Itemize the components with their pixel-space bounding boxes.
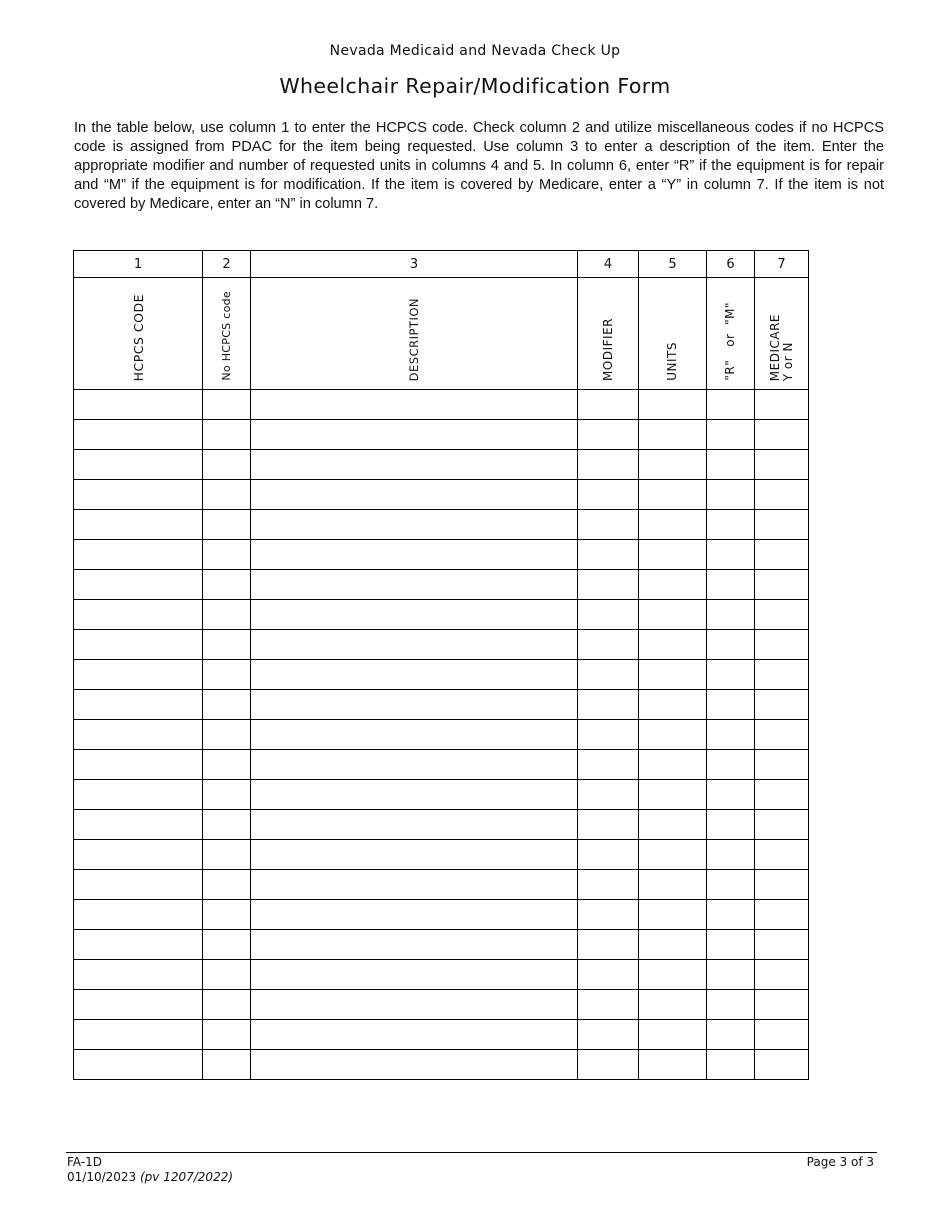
footer-form-info	[67, 1155, 233, 1185]
previous-version: (pv 1207/2022)	[140, 1170, 234, 1184]
table-row	[74, 840, 809, 870]
units-cell[interactable]	[639, 630, 707, 660]
table-row	[74, 480, 809, 510]
medicare-cell[interactable]	[755, 690, 809, 720]
modifier-cell[interactable]	[578, 930, 639, 960]
table-row	[74, 450, 809, 480]
modifier-cell[interactable]	[578, 600, 639, 630]
description-cell[interactable]	[251, 930, 578, 960]
table-row	[74, 900, 809, 930]
medicare-cell[interactable]	[755, 720, 809, 750]
instructions-text: In the table below, use column 1 to enter the HCPCS code. Check column 2 and utilize miscellaneous codes if no HCPCS code is assigned from PDAC for the item being requested. Use column 3 to enter a description of the item. Enter the appropriate modifier and number of requested units in columns 4 and 5. In column 6, enter “R” if the equipment is for repair and “M” if the equipment is for modification. If the item is covered by Medicare, enter a “Y” in column 7. If the item is not covered by Medicare, enter an “N” in column 7.	[74, 120, 884, 212]
modifier-cell[interactable]	[578, 990, 639, 1020]
medicare-cell[interactable]	[755, 810, 809, 840]
modifier-cell[interactable]	[578, 750, 639, 780]
agency-name: Nevada Medicaid and Nevada Check Up	[329, 43, 621, 59]
units-cell[interactable]	[639, 600, 707, 630]
hcpcs-code-cell[interactable]	[74, 570, 203, 600]
description-cell[interactable]	[251, 720, 578, 750]
medicare-cell[interactable]	[755, 900, 809, 930]
column-number: 4	[578, 251, 639, 278]
repair-mod-cell[interactable]	[707, 960, 755, 990]
units-cell[interactable]	[639, 960, 707, 990]
medicare-cell[interactable]	[755, 480, 809, 510]
repair-mod-cell[interactable]	[707, 600, 755, 630]
header-label: UNITS	[665, 342, 679, 381]
medicare-cell[interactable]	[755, 600, 809, 630]
header-repair-or-mod	[707, 278, 755, 390]
description-cell[interactable]	[251, 510, 578, 540]
description-cell[interactable]	[251, 810, 578, 840]
column-number: 5	[639, 251, 707, 278]
medicare-cell[interactable]	[755, 1020, 809, 1050]
medicare-cell[interactable]	[755, 870, 809, 900]
units-cell[interactable]	[639, 690, 707, 720]
header-units	[639, 278, 707, 390]
description-cell[interactable]	[251, 1020, 578, 1050]
header-hcpcs-code	[74, 278, 203, 390]
repair-mod-cell[interactable]	[707, 930, 755, 960]
hcpcs-code-cell[interactable]	[74, 1050, 203, 1080]
units-cell[interactable]	[639, 480, 707, 510]
hcpcs-code-cell[interactable]	[74, 540, 203, 570]
hcpcs-code-cell[interactable]	[74, 960, 203, 990]
table-row	[74, 540, 809, 570]
column-number-row	[74, 251, 809, 278]
hcpcs-code-cell[interactable]	[74, 990, 203, 1020]
modifier-cell[interactable]	[578, 420, 639, 450]
repair-mod-cell[interactable]	[707, 570, 755, 600]
modifier-cell[interactable]	[578, 870, 639, 900]
modifier-cell[interactable]	[578, 720, 639, 750]
modifier-cell[interactable]	[578, 960, 639, 990]
hcpcs-code-cell[interactable]	[74, 750, 203, 780]
medicare-cell[interactable]	[755, 930, 809, 960]
repair-mod-cell[interactable]	[707, 690, 755, 720]
hcpcs-code-cell[interactable]	[74, 780, 203, 810]
medicare-cell[interactable]	[755, 540, 809, 570]
header-label: HCPCS CODE	[130, 293, 146, 381]
page-number: Page 3 of 3	[806, 1155, 874, 1169]
no-hcpcs-checkbox-cell[interactable]	[203, 420, 251, 450]
repair-mod-cell[interactable]	[707, 480, 755, 510]
medicare-cell[interactable]	[755, 990, 809, 1020]
no-hcpcs-checkbox-cell[interactable]	[203, 960, 251, 990]
hcpcs-code-cell[interactable]	[74, 630, 203, 660]
hcpcs-code-cell[interactable]	[74, 870, 203, 900]
column-number: 6	[707, 251, 755, 278]
medicare-cell[interactable]	[755, 840, 809, 870]
header-label: "R" or "M"	[723, 302, 737, 381]
description-cell[interactable]	[251, 780, 578, 810]
footer-divider	[66, 1152, 877, 1153]
units-cell[interactable]	[639, 870, 707, 900]
medicare-cell[interactable]	[755, 960, 809, 990]
units-cell[interactable]	[639, 930, 707, 960]
no-hcpcs-checkbox-cell[interactable]	[203, 450, 251, 480]
modifier-cell[interactable]	[578, 780, 639, 810]
no-hcpcs-checkbox-cell[interactable]	[203, 810, 251, 840]
no-hcpcs-checkbox-cell[interactable]	[203, 630, 251, 660]
hcpcs-code-cell[interactable]	[74, 840, 203, 870]
modifier-cell[interactable]	[578, 1050, 639, 1080]
description-cell[interactable]	[251, 450, 578, 480]
units-cell[interactable]	[639, 510, 707, 540]
repair-mod-cell[interactable]	[707, 900, 755, 930]
repair-mod-cell[interactable]	[707, 660, 755, 690]
hcpcs-code-cell[interactable]	[74, 600, 203, 630]
units-cell[interactable]	[639, 810, 707, 840]
table-row	[74, 600, 809, 630]
repair-mod-cell[interactable]	[707, 630, 755, 660]
repair-mod-cell[interactable]	[707, 720, 755, 750]
description-cell[interactable]	[251, 960, 578, 990]
table-row	[74, 660, 809, 690]
modifier-cell[interactable]	[578, 660, 639, 690]
modifier-cell[interactable]	[578, 390, 639, 420]
modifier-cell[interactable]	[578, 810, 639, 840]
table-row	[74, 1050, 809, 1080]
description-cell[interactable]	[251, 750, 578, 780]
units-cell[interactable]	[639, 570, 707, 600]
no-hcpcs-checkbox-cell[interactable]	[203, 990, 251, 1020]
modifier-cell[interactable]	[578, 510, 639, 540]
hcpcs-code-cell[interactable]	[74, 930, 203, 960]
no-hcpcs-checkbox-cell[interactable]	[203, 480, 251, 510]
table-row	[74, 870, 809, 900]
table-row	[74, 720, 809, 750]
no-hcpcs-checkbox-cell[interactable]	[203, 750, 251, 780]
units-cell[interactable]	[639, 1050, 707, 1080]
modifier-cell[interactable]	[578, 570, 639, 600]
header-no-hcpcs	[203, 278, 251, 390]
table-row	[74, 750, 809, 780]
table-row	[74, 690, 809, 720]
description-cell[interactable]	[251, 990, 578, 1020]
medicare-cell[interactable]	[755, 570, 809, 600]
description-cell[interactable]	[251, 630, 578, 660]
medicare-cell[interactable]	[755, 510, 809, 540]
form-date: 01/10/2023	[67, 1170, 137, 1184]
hcpcs-code-cell[interactable]	[74, 690, 203, 720]
table-row	[74, 930, 809, 960]
repair-mod-cell[interactable]	[707, 870, 755, 900]
description-cell[interactable]	[251, 660, 578, 690]
repair-mod-cell[interactable]	[707, 510, 755, 540]
no-hcpcs-checkbox-cell[interactable]	[203, 780, 251, 810]
modifier-cell[interactable]	[578, 630, 639, 660]
no-hcpcs-checkbox-cell[interactable]	[203, 870, 251, 900]
modifier-cell[interactable]	[578, 1020, 639, 1050]
hcpcs-code-cell[interactable]	[74, 420, 203, 450]
repair-mod-cell[interactable]	[707, 990, 755, 1020]
form-date-line	[67, 1170, 233, 1185]
no-hcpcs-checkbox-cell[interactable]	[203, 390, 251, 420]
column-number: 1	[74, 251, 203, 278]
hcpcs-code-cell[interactable]	[74, 900, 203, 930]
modifier-cell[interactable]	[578, 540, 639, 570]
table-body	[74, 390, 809, 1080]
units-cell[interactable]	[639, 450, 707, 480]
no-hcpcs-checkbox-cell[interactable]	[203, 690, 251, 720]
medicare-line2: Y or N	[780, 341, 795, 381]
hcpcs-code-cell[interactable]	[74, 480, 203, 510]
medicare-cell[interactable]	[755, 390, 809, 420]
header-label	[769, 314, 795, 385]
medicare-cell[interactable]	[755, 660, 809, 690]
table-row	[74, 390, 809, 420]
medicare-cell[interactable]	[755, 780, 809, 810]
table-row	[74, 810, 809, 840]
medicare-cell[interactable]	[755, 1050, 809, 1080]
header-description	[251, 278, 578, 390]
column-number: 3	[251, 251, 578, 278]
description-cell[interactable]	[251, 390, 578, 420]
modifier-cell[interactable]	[578, 480, 639, 510]
units-cell[interactable]	[639, 720, 707, 750]
description-cell[interactable]	[251, 1050, 578, 1080]
no-hcpcs-checkbox-cell[interactable]	[203, 540, 251, 570]
table-row	[74, 1020, 809, 1050]
table-row	[74, 630, 809, 660]
units-cell[interactable]	[639, 420, 707, 450]
modifier-cell[interactable]	[578, 840, 639, 870]
units-cell[interactable]	[639, 840, 707, 870]
medicare-line1: MEDICARE	[767, 313, 782, 381]
no-hcpcs-checkbox-cell[interactable]	[203, 510, 251, 540]
units-cell[interactable]	[639, 660, 707, 690]
no-hcpcs-checkbox-cell[interactable]	[203, 1020, 251, 1050]
description-cell[interactable]	[251, 900, 578, 930]
no-hcpcs-checkbox-cell[interactable]	[203, 570, 251, 600]
repair-mod-cell[interactable]	[707, 810, 755, 840]
modifier-cell[interactable]	[578, 900, 639, 930]
table-row	[74, 510, 809, 540]
description-cell[interactable]	[251, 600, 578, 630]
medicare-cell[interactable]	[755, 750, 809, 780]
modifier-cell[interactable]	[578, 690, 639, 720]
no-hcpcs-checkbox-cell[interactable]	[203, 1050, 251, 1080]
medicare-cell[interactable]	[755, 420, 809, 450]
repair-mod-cell[interactable]	[707, 780, 755, 810]
units-cell[interactable]	[639, 900, 707, 930]
table-row	[74, 570, 809, 600]
header-modifier	[578, 278, 639, 390]
form-id: FA-1D	[67, 1155, 102, 1169]
description-cell[interactable]	[251, 540, 578, 570]
header-label: DESCRIPTION	[406, 297, 421, 381]
no-hcpcs-checkbox-cell[interactable]	[203, 900, 251, 930]
no-hcpcs-checkbox-cell[interactable]	[203, 720, 251, 750]
no-hcpcs-checkbox-cell[interactable]	[203, 660, 251, 690]
repair-mod-cell[interactable]	[707, 450, 755, 480]
table-row	[74, 990, 809, 1020]
header-label: No HCPCS code	[220, 291, 233, 381]
no-hcpcs-checkbox-cell[interactable]	[203, 600, 251, 630]
modifier-cell[interactable]	[578, 450, 639, 480]
repair-mod-cell[interactable]	[707, 1020, 755, 1050]
description-cell[interactable]	[251, 840, 578, 870]
column-header-row	[74, 278, 809, 390]
column-number: 7	[755, 251, 809, 278]
repair-mod-cell[interactable]	[707, 750, 755, 780]
repair-mod-cell[interactable]	[707, 840, 755, 870]
units-cell[interactable]	[639, 1020, 707, 1050]
repair-mod-cell[interactable]	[707, 390, 755, 420]
units-cell[interactable]	[639, 780, 707, 810]
hcpcs-code-cell[interactable]	[74, 660, 203, 690]
form-title: Wheelchair Repair/Modification Form	[279, 74, 671, 98]
description-cell[interactable]	[251, 480, 578, 510]
units-cell[interactable]	[639, 750, 707, 780]
table-row	[74, 960, 809, 990]
repair-mod-cell[interactable]	[707, 540, 755, 570]
description-cell[interactable]	[251, 570, 578, 600]
column-number: 2	[203, 251, 251, 278]
hcpcs-code-cell[interactable]	[74, 390, 203, 420]
table-row	[74, 420, 809, 450]
no-hcpcs-checkbox-cell[interactable]	[203, 930, 251, 960]
hcpcs-code-cell[interactable]	[74, 720, 203, 750]
hcpcs-code-cell[interactable]	[74, 450, 203, 480]
description-cell[interactable]	[251, 870, 578, 900]
hcpcs-code-cell[interactable]	[74, 510, 203, 540]
items-table	[73, 250, 809, 1080]
units-cell[interactable]	[639, 990, 707, 1020]
repair-mod-cell[interactable]	[707, 420, 755, 450]
hcpcs-code-cell[interactable]	[74, 810, 203, 840]
header-label: MODIFIER	[600, 318, 615, 381]
table-row	[74, 780, 809, 810]
header-medicare	[755, 278, 809, 390]
description-cell[interactable]	[251, 420, 578, 450]
repair-mod-cell[interactable]	[707, 1050, 755, 1080]
units-cell[interactable]	[639, 390, 707, 420]
hcpcs-code-cell[interactable]	[74, 1020, 203, 1050]
description-cell[interactable]	[251, 690, 578, 720]
medicare-cell[interactable]	[755, 630, 809, 660]
units-cell[interactable]	[639, 540, 707, 570]
medicare-cell[interactable]	[755, 450, 809, 480]
no-hcpcs-checkbox-cell[interactable]	[203, 840, 251, 870]
